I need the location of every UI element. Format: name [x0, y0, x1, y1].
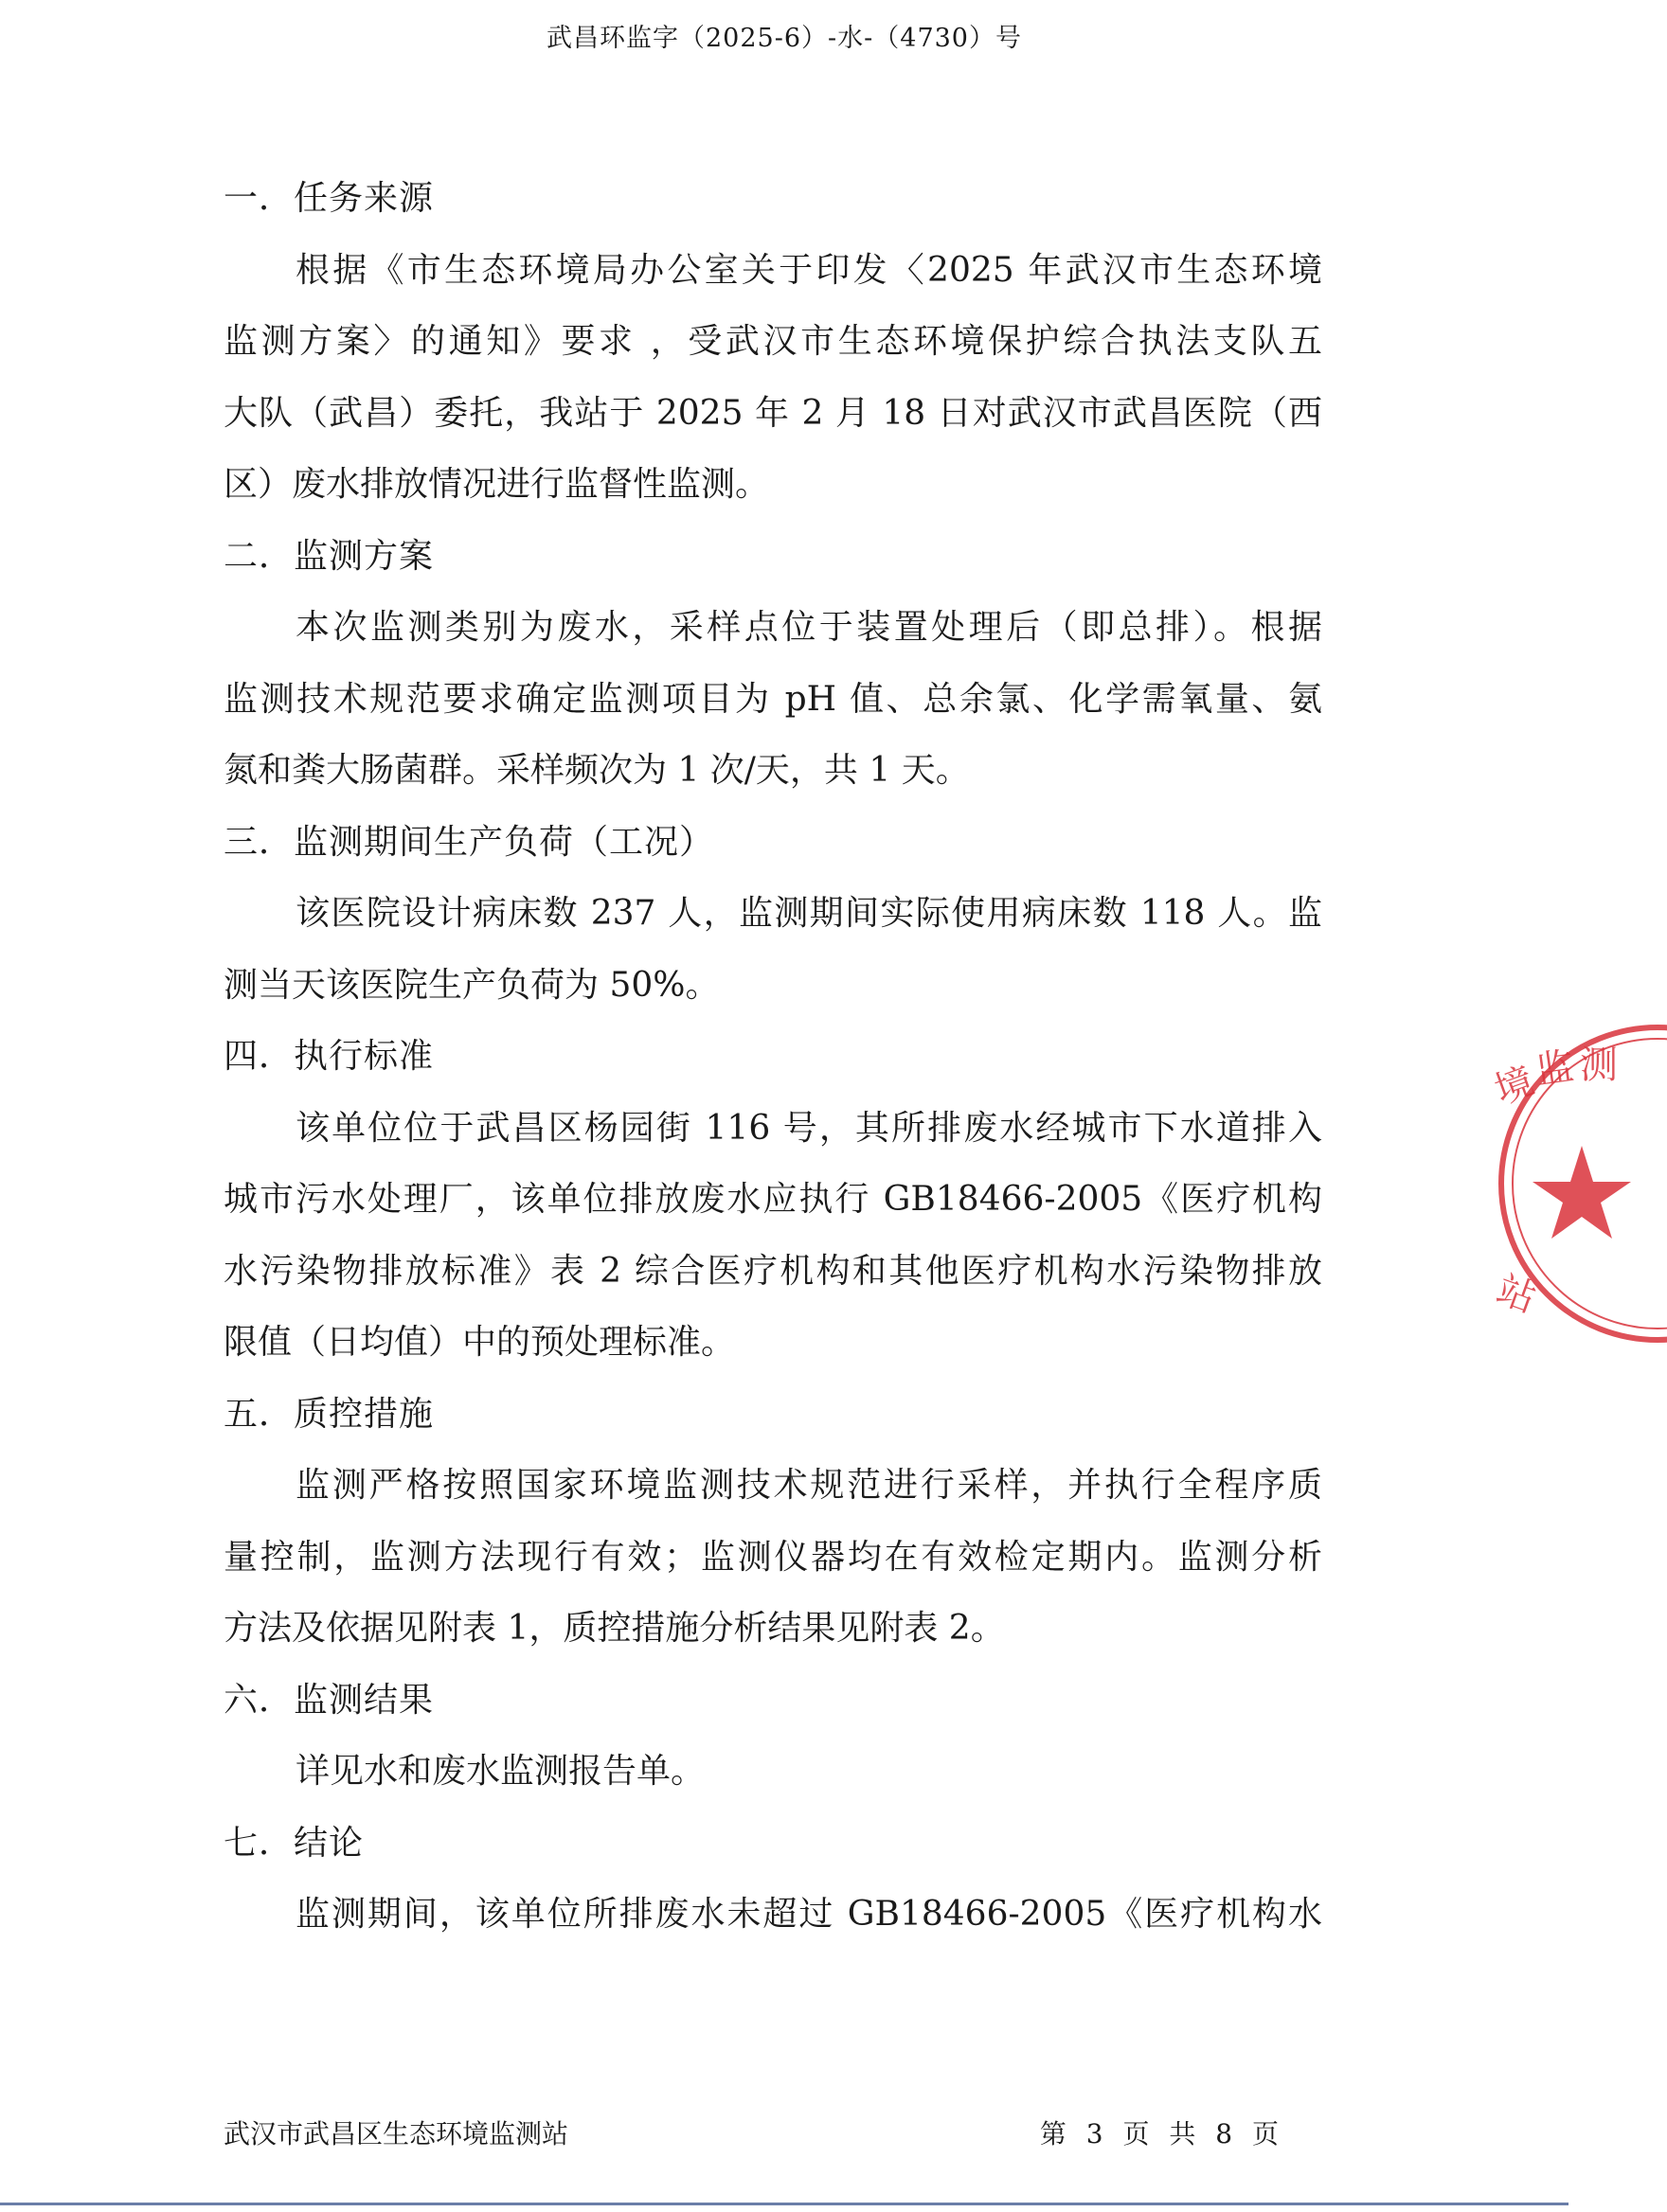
paragraph-line: 该单位位于武昌区杨园街 116 号，其所排废水经城市下水道排入 — [296, 1108, 1322, 1148]
paragraph-line: 本次监测类别为废水，采样点位于装置处理后（即总排）。根据 — [296, 608, 1322, 647]
paragraph-line: 水污染物排放标准》表 2 综合医疗机构和其他医疗机构水污染物排放 — [224, 1251, 1322, 1291]
seal-star-icon — [1533, 1146, 1631, 1239]
paragraph-line: 监测技术规范要求确定监测项目为 pH 值、总余氯、化学需氧量、氨 — [224, 679, 1322, 719]
scan-bottom-edge — [0, 2203, 1568, 2205]
paragraph-line: 量控制，监测方法现行有效；监测仪器均在有效检定期内。监测分析 — [224, 1537, 1322, 1577]
svg-text:境: 境 — [1489, 1059, 1540, 1114]
document-number: 武昌环监字（2025-6）-水-（4730）号 — [547, 24, 1022, 53]
paragraph-line: 城市污水处理厂，该单位排放废水应执行 GB18466-2005《医疗机构 — [224, 1180, 1322, 1219]
paragraph-line: 该医院设计病床数 237 人，监测期间实际使用病床数 118 人。监 — [296, 894, 1322, 933]
paragraph-line: 监测方案〉的通知》要求 ，受武汉市生态环境保护综合执法支队五 — [224, 322, 1322, 361]
svg-text:测: 测 — [1580, 1044, 1618, 1087]
section-heading-2: 二．监测方案 — [224, 536, 435, 576]
footer-station-name: 武汉市武昌区生态环境监测站 — [224, 2118, 569, 2150]
paragraph-line: 测当天该医院生产负荷为 50%。 — [224, 965, 720, 1005]
section-heading-5: 五．质控措施 — [224, 1394, 435, 1434]
paragraph-line: 详见水和废水监测报告单。 — [296, 1752, 706, 1791]
section-heading-7: 七．结论 — [224, 1823, 365, 1863]
section-heading-1: 一．任务来源 — [224, 179, 435, 218]
footer-page-number: 第 3 页 共 8 页 — [1039, 2118, 1284, 2150]
section-heading-6: 六．监测结果 — [224, 1680, 435, 1720]
paragraph-line: 区）废水排放情况进行监督性监测。 — [224, 465, 770, 504]
paragraph-line: 大队（武昌）委托，我站于 2025 年 2 月 18 日对武汉市武昌医院（西 — [224, 393, 1322, 433]
section-heading-3: 三．监测期间生产负荷（工况） — [224, 822, 715, 862]
paragraph-line: 方法及依据见附表 1，质控措施分析结果见附表 2。 — [224, 1609, 1005, 1648]
paragraph-line: 氮和粪大肠菌群。采样频次为 1 次/天，共 1 天。 — [224, 751, 970, 790]
paragraph-line: 限值（日均值）中的预处理标准。 — [224, 1323, 736, 1362]
svg-text:站: 站 — [1491, 1267, 1542, 1322]
paragraph-line: 监测严格按照国家环境监测技术规范进行采样，并执行全程序质 — [296, 1466, 1322, 1505]
official-seal-stamp — [1478, 1023, 1667, 1345]
paragraph-line: 根据《市生态环境局办公室关于印发〈2025 年武汉市生态环境 — [296, 250, 1322, 290]
svg-text:监: 监 — [1533, 1044, 1577, 1094]
report-body — [224, 163, 1322, 1951]
paragraph-line: 监测期间，该单位所排废水未超过 GB18466-2005《医疗机构水 — [296, 1895, 1322, 1934]
section-heading-4: 四．执行标准 — [224, 1037, 435, 1076]
